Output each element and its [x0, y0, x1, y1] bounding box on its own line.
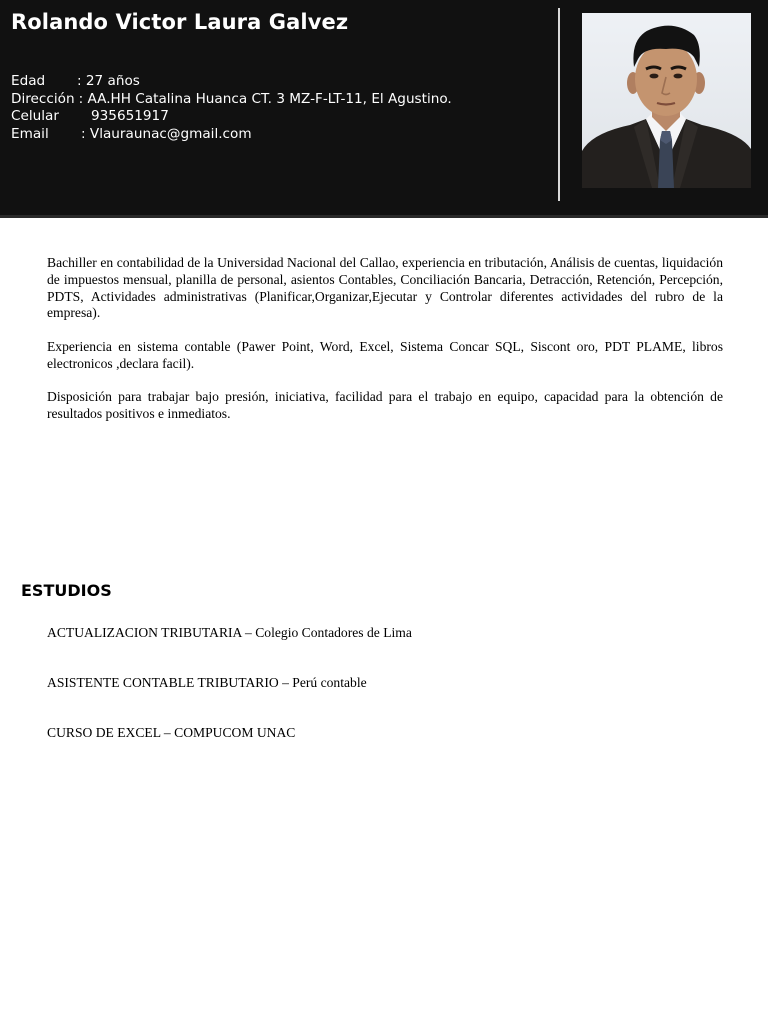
candidate-name: Rolando Victor Laura Galvez	[11, 10, 349, 34]
cv-header	[0, 0, 768, 218]
contact-info	[11, 73, 452, 143]
contact-label: Celular	[11, 108, 59, 124]
contact-label: Dirección	[11, 90, 75, 107]
study-item: ACTUALIZACION TRIBUTARIA – Colegio Contadores de Lima	[47, 625, 412, 640]
header-divider	[558, 8, 560, 201]
contact-value: : 27 años	[77, 73, 140, 89]
traits-paragraph: Disposición para trabajar bajo presión, iniciativa, facilidad para el trabajo en equipo, capacidad para la obtención de resultados positivos e inmediatos.	[47, 389, 723, 421]
contact-row-edad	[11, 73, 452, 91]
contact-value: : AA.HH Catalina Huanca CT. 3 MZ-F-LT-11, El Agustino.	[78, 90, 452, 107]
contact-row-direccion	[11, 91, 452, 109]
contact-value: 935651917	[91, 108, 169, 124]
contact-label: Edad	[11, 73, 46, 89]
contact-row-email	[11, 126, 452, 144]
skills-paragraph: Experiencia en sistema contable (Pawer Point, Word, Excel, Sistema Concar SQL, Siscont oro, PDT PLAME, libros electronicos ,declara facil).	[47, 339, 723, 371]
study-item: ASISTENTE CONTABLE TRIBUTARIO – Perú contable	[47, 675, 367, 690]
contact-label: Email	[11, 125, 49, 142]
contact-row-celular	[11, 108, 452, 126]
studies-heading: ESTUDIOS	[21, 581, 112, 600]
study-item: CURSO DE EXCEL – COMPUCOM UNAC	[47, 725, 296, 740]
profile-photo	[582, 13, 751, 188]
profile-paragraph: Bachiller en contabilidad de la Universidad Nacional del Callao, experiencia en tributación, Análisis de cuentas, liquidación de impuestos mensual, planilla de personal, asientos Contables, Conciliación Bancaria, Detracción, Retención, Percepción, PDTS, Actividades administrativas (Planificar,Organizar,Ejecutar y Controlar diferentes actividades del rubro de la empresa).	[47, 255, 723, 321]
contact-value: : Vlauraunac@gmail.com	[81, 125, 252, 142]
